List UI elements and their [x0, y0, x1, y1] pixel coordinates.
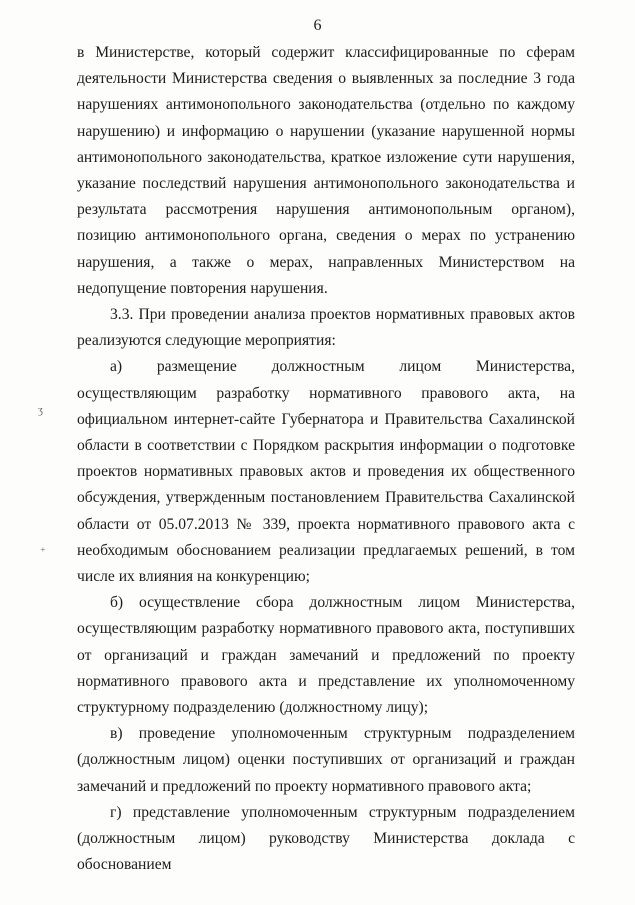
margin-mark: ʒ [38, 404, 43, 416]
list-item-a: а) размещение должностным лицом Министерства, осуществляющим разработку нормативного правового акта, на официальном интернет-сайте Губернатора и Правительства Сахалинской области в соответствии с Порядком раскрытия информации о подготовке проектов нормативных правовых актов и проведения их общественного обсуждения, утвержденным постановлением Правительства Сахалинской области от 05.07.2013 № 339, проекта нормативного правового акта с необходимым обоснованием реализации предлагаемых решений, в том числе их влияния на конкуренцию; [77, 358, 575, 586]
list-item-b: б) осуществление сбора должностным лицом Министерства, осуществляющим разработку нормативного правового акта, поступивших от организаций и граждан замечаний и предложений по проекту нормативного правового акта и представление их уполномоченному структурному подразделению (должностному лицу); [77, 594, 575, 717]
margin-mark: ⁺ [40, 546, 46, 558]
paragraph-continuation: в Министерстве, который содержит классифицированные по сферам деятельности Министерства сведения о выявленных за последние 3 года нарушениях антимонопольного законодательства (отдельно по каждому нарушению) и информацию о нарушении (указание нарушенной нормы антимонопольного законодательства, краткое изложение сути нарушения, указание последствий нарушения антимонопольного законодательства и результата рассмотрения нарушения антимонопольным органом), позицию антимонопольного органа, сведения о мерах по устранению нарушения, а также о мерах, направленных Министерством на недопущение повторения нарушения. [77, 44, 575, 297]
list-item-v: в) проведение уполномоченным структурным подразделением (должностным лицом) оценки поступивших от организаций и граждан замечаний и предложений по проекту нормативного правового акта; [77, 725, 575, 795]
list-item-g: г) представление уполномоченным структурным подразделением (должностным лицом) руководству Министерства доклада с обоснованием [77, 803, 575, 874]
page-number: 6 [313, 17, 322, 34]
document-body [77, 40, 575, 879]
paragraph-3-3: 3.3. При проведении анализа проектов нормативных правовых актов реализуются следующие мероприятия: [77, 306, 575, 350]
